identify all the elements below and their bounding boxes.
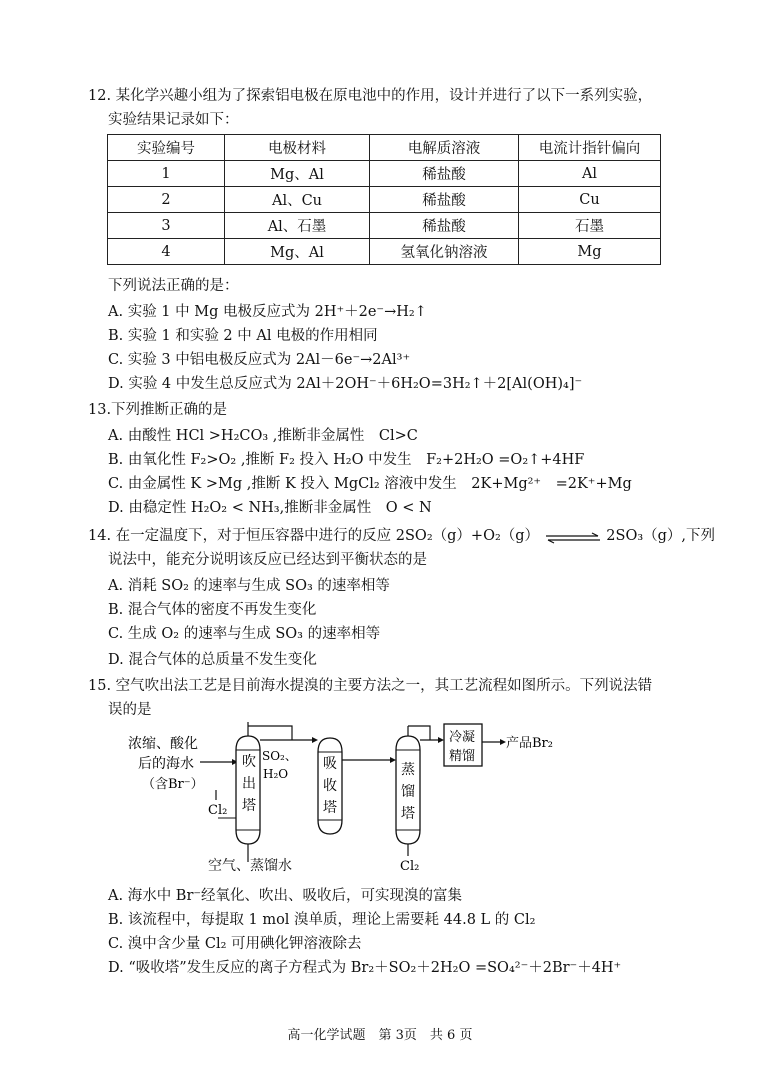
box-label-2: 精馏: [449, 749, 476, 764]
q12-option-a: A. 实验 1 中 Mg 电极反应式为 2H⁺＋2e⁻→H₂↑: [108, 304, 427, 320]
tower1-char: 塔: [242, 798, 256, 814]
table-row: [108, 161, 661, 187]
table-row: [108, 213, 661, 239]
q14-stem-line2: 说法中，能充分说明该反应已经达到平衡状态的是: [108, 552, 427, 568]
q15-option-a: A. 海水中 Br⁻经氧化、吹出、吸收后，可实现溴的富集: [108, 888, 463, 904]
table-header: 电极材料: [225, 135, 370, 161]
feed-label-3: （含Br⁻）: [142, 777, 204, 792]
bromine-process-diagram: [120, 722, 560, 880]
q15-stem-line2: 误的是: [108, 702, 152, 718]
table-cell: 3: [108, 213, 225, 239]
q13-option-c: C. 由金属性 K >Mg ,推断 K 投入 MgCl₂ 溶液中发生 2K+Mg²⁺ =2K⁺+Mg: [108, 476, 632, 492]
feed-label-1: 浓缩、酸化: [128, 736, 198, 752]
table-header: 实验编号: [108, 135, 225, 161]
table-cell: 2: [108, 187, 225, 213]
tower2-char: 收: [323, 778, 337, 794]
q15-option-c: C. 溴中含少量 Cl₂ 可用碘化钾溶液除去: [108, 936, 362, 952]
absorption-tower: [318, 738, 342, 834]
q12-option-b: B. 实验 1 和实验 2 中 Al 电极的作用相同: [108, 328, 378, 344]
h2o-label: H₂O: [263, 767, 289, 781]
table-cell: 稀盐酸: [370, 161, 519, 187]
q12-option-d: D. 实验 4 中发生总反应式为 2Al＋2OH⁻＋6H₂O=3H₂↑＋2[Al(OH)₄]⁻: [108, 376, 583, 392]
table-cell: Mg: [519, 239, 661, 265]
q15-option-d: D. “吸收塔”发生反应的离子方程式为 Br₂＋SO₂＋2H₂O =SO₄²⁻＋2Br⁻＋4H⁺: [108, 960, 622, 976]
table-cell: 氢氧化钠溶液: [370, 239, 519, 265]
q13-option-a: A. 由酸性 HCl >H₂CO₃ ,推断非金属性 Cl>C: [108, 428, 418, 444]
q14-option-a: A. 消耗 SO₂ 的速率与生成 SO₃ 的速率相等: [108, 578, 390, 594]
table-cell: Mg、Al: [225, 161, 370, 187]
q12-stem-line2: 实验结果记录如下：: [108, 112, 239, 128]
tower3-char: 蒸: [401, 762, 415, 778]
table-header-row: [108, 135, 661, 161]
table-cell: 1: [108, 161, 225, 187]
table-cell: Cu: [519, 187, 661, 213]
q14-stem-line1: [88, 526, 715, 546]
so2-label: SO₂、: [262, 749, 297, 763]
table-cell: Al、石墨: [225, 213, 370, 239]
tower1-char: 吹: [242, 754, 256, 770]
q12-prompt: 下列说法正确的是：: [108, 278, 239, 294]
q14-option-d: D. 混合气体的总质量不发生变化: [108, 652, 317, 668]
tower2-char: 吸: [323, 756, 337, 772]
distillation-tower: [396, 726, 420, 856]
q14-option-b: B. 混合气体的密度不再发生变化: [108, 602, 317, 618]
q13-stem: 13.下列推断正确的是: [88, 402, 228, 418]
feed-label-2: 后的海水: [138, 756, 194, 772]
q15-stem-line1: 15. 空气吹出法工艺是目前海水提溴的主要方法之一，其工艺流程如图所示。下列说法错: [88, 678, 653, 694]
table-cell: 4: [108, 239, 225, 265]
tower2-char: 塔: [323, 800, 337, 816]
table-row: [108, 239, 661, 265]
tower3-char: 馏: [401, 784, 415, 800]
q12-stem-line1: 12. 某化学兴趣小组为了探索铝电极在原电池中的作用，设计并进行了以下一系列实验，: [88, 88, 653, 104]
q14-stem-part1: 14. 在一定温度下，对于恒压容器中进行的反应 2SO₂（g）+O₂（g）: [88, 528, 540, 544]
q12-option-c: C. 实验 3 中铝电极反应式为 2Al－6e⁻→2Al³⁺: [108, 352, 411, 368]
q13-option-b: B. 由氧化性 F₂>O₂ ,推断 F₂ 投入 H₂O 中发生 F₂+2H₂O =O₂↑+4HF: [108, 452, 585, 468]
table-cell: Al: [519, 161, 661, 187]
q14-option-c: C. 生成 O₂ 的速率与生成 SO₃ 的速率相等: [108, 626, 381, 642]
table-cell: 稀盐酸: [370, 187, 519, 213]
table-header: 电解质溶液: [370, 135, 519, 161]
q13-option-d: D. 由稳定性 H₂O₂ < NH₃,推断非金属性 O < N: [108, 500, 432, 516]
air-water-label: 空气、蒸馏水: [208, 858, 292, 874]
table-cell: Mg、Al: [225, 239, 370, 265]
cl2-bottom-label: Cl₂: [400, 859, 420, 874]
tower1-char: 出: [242, 776, 256, 792]
box-label-1: 冷凝: [449, 730, 476, 745]
blow-out-tower: [236, 722, 260, 862]
q15-option-b: B. 该流程中，每提取 1 mol 溴单质，理论上需要耗 44.8 L 的 Cl₂: [108, 912, 536, 928]
experiment-table: [107, 134, 661, 265]
table-header: 电流计指针偏向: [519, 135, 661, 161]
equilibrium-arrow-icon: [544, 530, 602, 542]
table-row: [108, 187, 661, 213]
table-cell: 石墨: [519, 213, 661, 239]
page-footer: 高一化学试题 第 3页 共 6 页: [287, 1028, 473, 1043]
table-cell: 稀盐酸: [370, 213, 519, 239]
table-cell: Al、Cu: [225, 187, 370, 213]
product-label: 产品Br₂: [506, 736, 553, 751]
q14-stem-part2: 2SO₃（g）,下列: [606, 528, 716, 544]
cl2-input-label: Cl₂: [208, 803, 228, 818]
tower3-char: 塔: [401, 806, 415, 822]
